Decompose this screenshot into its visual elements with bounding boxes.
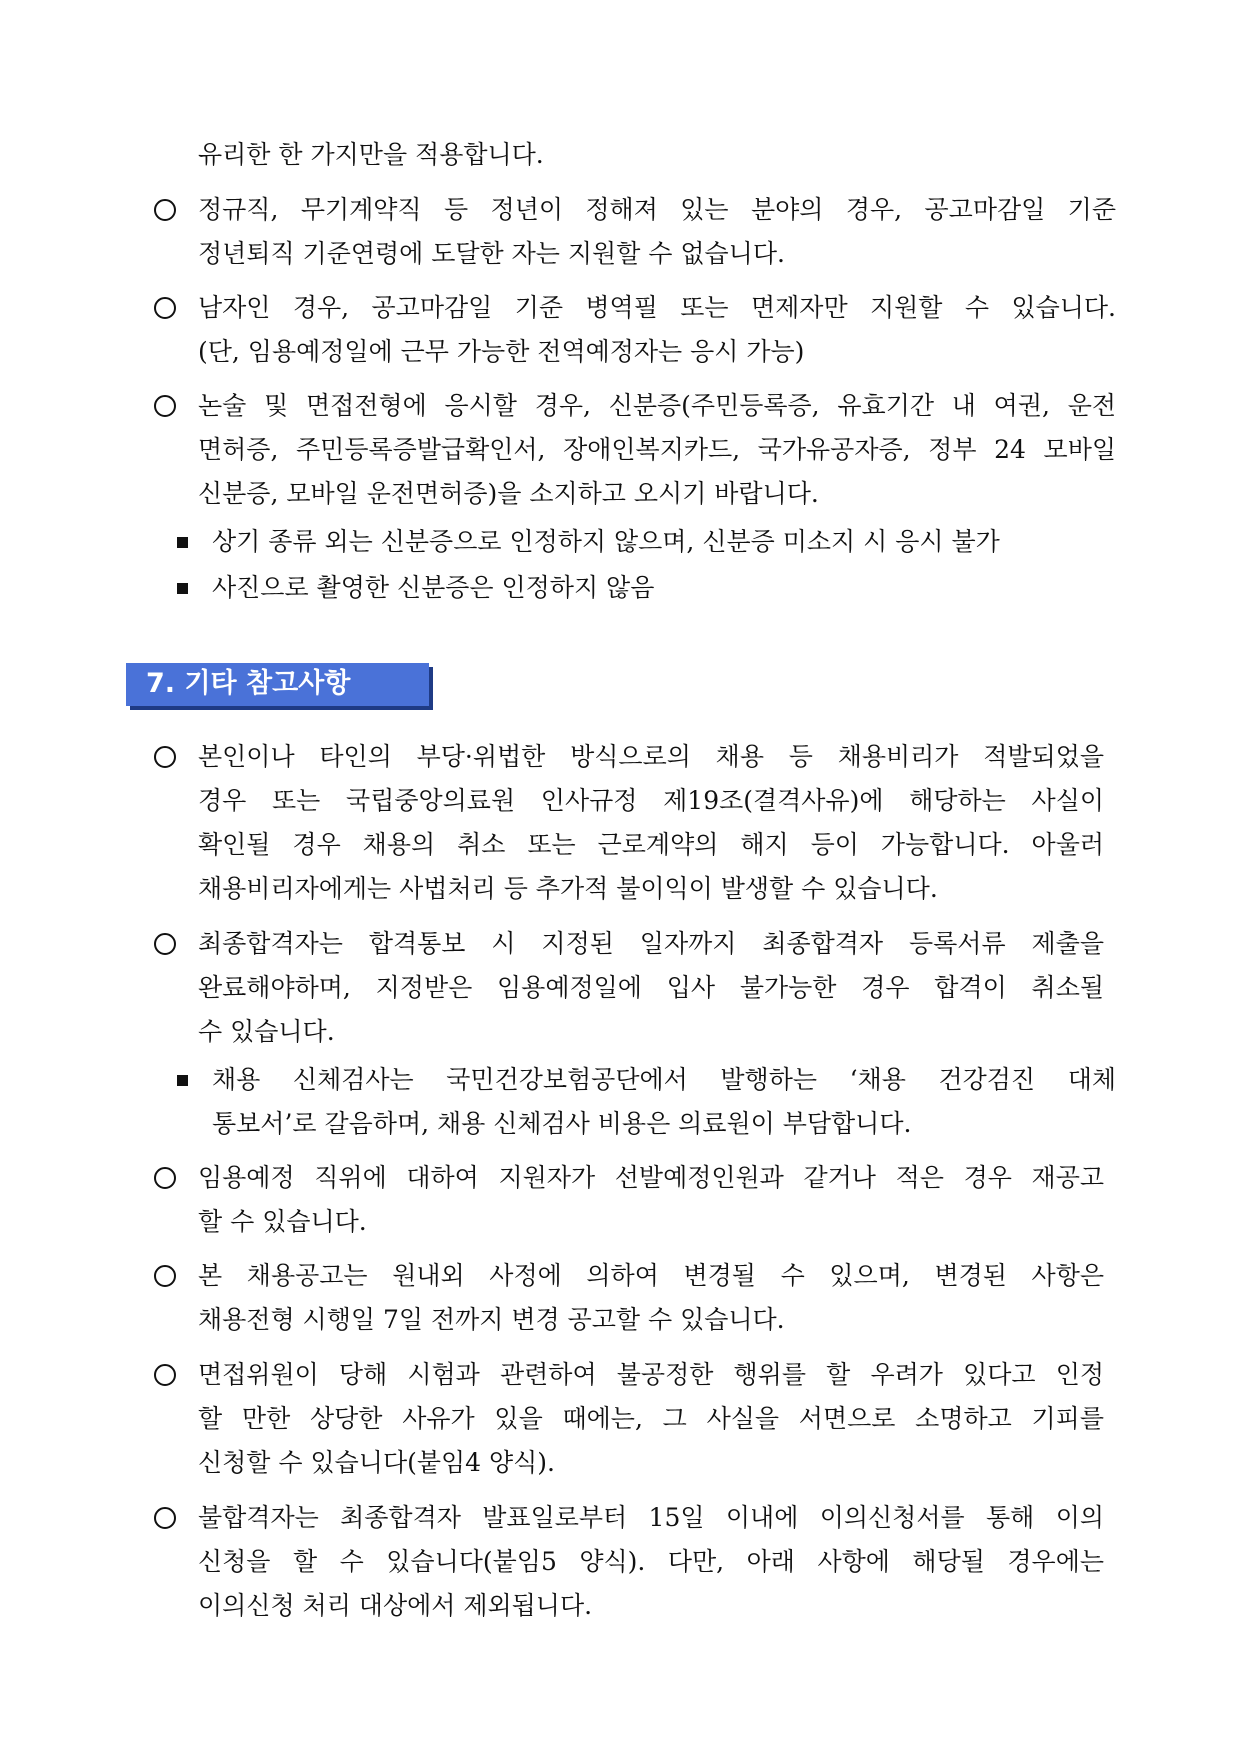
top-item-3-line-3: 신분증, 모바일 운전면허증)을 소지하고 오시기 바랍니다. — [198, 479, 819, 508]
square-bullet-icon — [177, 1075, 188, 1086]
top-item-3-line-2: 면허증, 주민등록증발급확인서, 장애인복지카드, 국가유공자증, 정부 24 모바일 — [198, 435, 1116, 464]
section-item-3-line-1: 임용예정 직위에 대하여 지원자가 선발예정인원과 같거나 적은 경우 재공고 — [198, 1163, 1104, 1192]
top-item-1-line-2: 정년퇴직 기준연령에 도달한 자는 지원할 수 없습니다. — [198, 239, 785, 268]
section-item-6-line-1: 불합격자는 최종합격자 발표일로부터 15일 이내에 이의신청서를 통해 이의 — [198, 1503, 1104, 1532]
square-bullet-icon — [177, 583, 188, 594]
section-item-5-line-3: 신청할 수 있습니다(붙임4 양식). — [198, 1448, 556, 1477]
section-item-4-line-1: 본 채용공고는 원내외 사정에 의하여 변경될 수 있으며, 변경된 사항은 — [198, 1261, 1104, 1290]
section-item-2-line-1: 최종합격자는 합격통보 시 지정된 일자까지 최종합격자 등록서류 제출을 — [198, 929, 1104, 958]
section-item-1-line-2: 경우 또는 국립중앙의료원 인사규정 제19조(결격사유)에 해당하는 사실이 — [198, 786, 1104, 815]
section-item-5-line-2: 할 만한 상당한 사유가 있을 때에는, 그 사실을 서면으로 소명하고 기피를 — [198, 1404, 1104, 1433]
section-item-2-line-3: 수 있습니다. — [198, 1017, 335, 1046]
circle-bullet-icon — [154, 395, 176, 417]
circle-bullet-icon — [154, 933, 176, 955]
top-bullet-1: 상기 종류 외는 신분증으로 인정하지 않으며, 신분증 미소지 시 응시 불가 — [212, 527, 1000, 556]
section-item-5-line-1: 면접위원이 당해 시험과 관련하여 불공정한 행위를 할 우려가 있다고 인정 — [198, 1360, 1104, 1389]
top-item-2-line-1: 남자인 경우, 공고마감일 기준 병역필 또는 면제자만 지원할 수 있습니다. — [198, 293, 1116, 322]
circle-bullet-icon — [154, 1364, 176, 1386]
top-item-2-line-2: (단, 임용예정일에 근무 가능한 전역예정자는 응시 가능) — [198, 337, 805, 366]
circle-bullet-icon — [154, 746, 176, 768]
square-bullet-icon — [177, 537, 188, 548]
section-item-3-line-2: 할 수 있습니다. — [198, 1207, 367, 1236]
top-item-3-line-1: 논술 및 면접전형에 응시할 경우, 신분증(주민등록증, 유효기간 내 여권, 운전 — [198, 391, 1116, 420]
circle-bullet-icon — [154, 199, 176, 221]
top-item-1-line-1: 정규직, 무기계약직 등 정년이 정해져 있는 분야의 경우, 공고마감일 기준 — [198, 195, 1116, 224]
section-item-4-line-2: 채용전형 시행일 7일 전까지 변경 공고할 수 있습니다. — [198, 1305, 785, 1334]
section-heading: 7. 기타 참고사항 — [146, 668, 351, 699]
section-sub-bullet-line-2: 통보서’로 갈음하며, 채용 신체검사 비용은 의료원이 부담합니다. — [212, 1109, 912, 1138]
section-item-1-line-4: 채용비리자에게는 사법처리 등 추가적 불이익이 발생할 수 있습니다. — [198, 874, 938, 903]
section-heading-box — [126, 663, 429, 706]
section-item-6-line-3: 이의신청 처리 대상에서 제외됩니다. — [198, 1591, 593, 1620]
circle-bullet-icon — [154, 1507, 176, 1529]
section-item-2-line-2: 완료해야하며, 지정받은 임용예정일에 입사 불가능한 경우 합격이 취소될 — [198, 973, 1104, 1002]
section-item-1-line-1: 본인이나 타인의 부당·위법한 방식으로의 채용 등 채용비리가 적발되었을 — [198, 742, 1104, 771]
continuation-text: 유리한 한 가지만을 적용합니다. — [198, 140, 544, 169]
section-item-1-line-3: 확인될 경우 채용의 취소 또는 근로계약의 해지 등이 가능합니다. 아울러 — [198, 830, 1104, 859]
circle-bullet-icon — [154, 297, 176, 319]
section-item-6-line-2: 신청을 할 수 있습니다(붙임5 양식). 다만, 아래 사항에 해당될 경우에는 — [198, 1547, 1104, 1576]
section-sub-bullet-line-1: 채용 신체검사는 국민건강보험공단에서 발행하는 ‘채용 건강검진 대체 — [212, 1065, 1116, 1094]
circle-bullet-icon — [154, 1265, 176, 1287]
circle-bullet-icon — [154, 1167, 176, 1189]
top-bullet-2: 사진으로 촬영한 신분증은 인정하지 않음 — [212, 573, 655, 602]
